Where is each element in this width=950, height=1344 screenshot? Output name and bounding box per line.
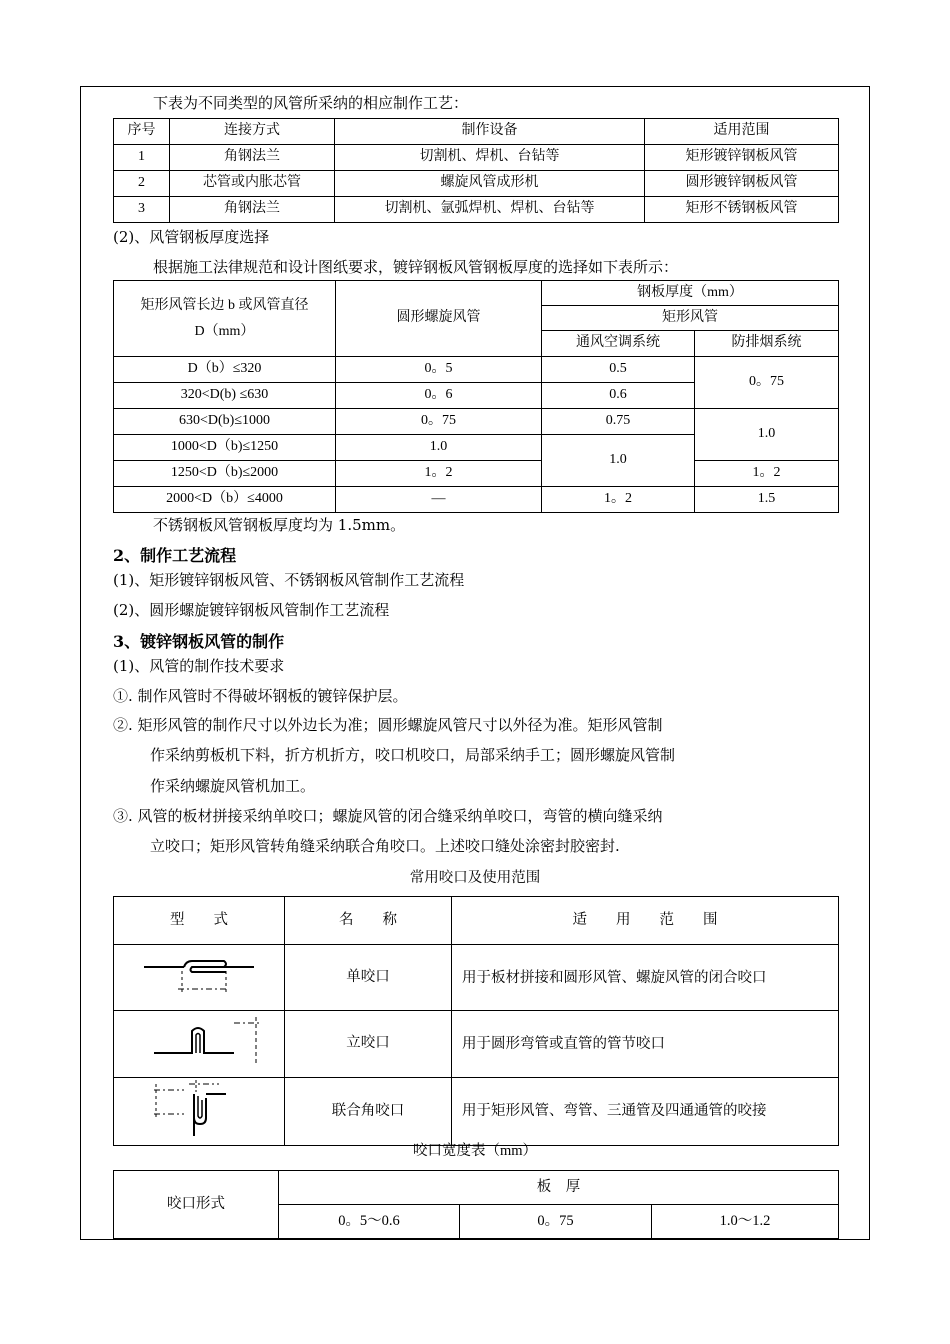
seam-table	[113, 896, 839, 1146]
cell: 角钢法兰	[170, 197, 335, 223]
th-use: 适 用 范 围	[452, 897, 839, 945]
list-item: ③. 风管的板材拼接采纳单咬口；螺旋风管的闭合缝采纳单咬口，弯管的横向缝采纳	[113, 807, 663, 825]
list-item-cont: 作采纳剪板机下料，折方机折方，咬口机咬口，局部采纳手工；圆形螺旋风管制	[150, 746, 676, 764]
cell: 矩形不锈钢板风管	[645, 197, 839, 223]
cell: 0.6	[542, 383, 695, 409]
th-smoke: 防排烟系统	[695, 331, 839, 357]
cell: 0。5～0.6	[279, 1205, 460, 1239]
cell: 320<D(b) ≤630	[114, 383, 336, 409]
cell: 1。2	[336, 461, 542, 487]
seam-use: 用于矩形风管、弯管、三通管及四通通管的咬接	[452, 1077, 839, 1145]
th-size-line2: D（mm）	[194, 323, 255, 339]
thickness-table	[113, 280, 839, 513]
th-seam-form: 咬口形式	[114, 1171, 279, 1239]
cell: 1.0～1.2	[652, 1205, 839, 1239]
cell: 0。75	[695, 357, 839, 409]
cell: 0.75	[542, 409, 695, 435]
process-table	[113, 118, 839, 223]
list-item: ①. 制作风管时不得破坏钢板的镀锌保护层。	[113, 687, 408, 705]
cell: 螺旋风管成形机	[335, 171, 645, 197]
para: (1)、矩形镀锌钢板风管、不锈钢板风管制作工艺流程	[113, 571, 465, 589]
cell: 3	[114, 197, 170, 223]
para: (1)、风管的制作技术要求	[113, 657, 285, 675]
cell: 2000<D（b）≤4000	[114, 487, 336, 513]
cell: 圆形镀锌钢板风管	[645, 171, 839, 197]
cell: 1.0	[542, 435, 695, 487]
cell: 1。2	[542, 487, 695, 513]
list-item-cont: 作采纳螺旋风管机加工。	[150, 777, 316, 795]
th-rect: 矩形风管	[542, 306, 839, 331]
corner-seam-icon	[134, 1078, 264, 1140]
cell: 630<D(b)≤1000	[114, 409, 336, 435]
standing-seam-icon	[134, 1011, 264, 1071]
cell: 0。5	[336, 357, 542, 383]
th-size-line1: 矩形风管长边 b 或风管直径	[140, 297, 309, 313]
th-form: 型 式	[114, 897, 285, 945]
table-caption: 咬口宽度表（mm）	[412, 1143, 538, 1159]
seam-use: 用于圆形弯管或直管的管节咬口	[452, 1011, 839, 1077]
cell: 芯管或内胀芯管	[170, 171, 335, 197]
single-seam-icon	[134, 945, 264, 1005]
cell: 切割机、氩弧焊机、焊机、台钻等	[335, 197, 645, 223]
th-index: 序号	[114, 119, 170, 145]
cell: 1	[114, 145, 170, 171]
cell: 1000<D（b)≤1250	[114, 435, 336, 461]
cell: 2	[114, 171, 170, 197]
cell: 0.5	[542, 357, 695, 383]
th-size	[114, 281, 336, 357]
seam-name: 立咬口	[285, 1011, 452, 1077]
list-item: ②. 矩形风管的制作尺寸以外边长为准；圆形螺旋风管尺寸以外径为准。矩形风管制	[113, 716, 663, 734]
cell: D（b）≤320	[114, 357, 336, 383]
para: (2)、圆形螺旋镀锌钢板风管制作工艺流程	[113, 601, 390, 619]
heading-3: 3、镀锌钢板风管的制作	[113, 632, 285, 651]
seam-name: 联合角咬口	[285, 1077, 452, 1145]
th-connection: 连接方式	[170, 119, 335, 145]
th-plate-thickness: 板 厚	[279, 1171, 839, 1205]
th-hvac: 通风空调系统	[542, 331, 695, 357]
cell: 1.0	[695, 409, 839, 461]
th-name: 名 称	[285, 897, 452, 945]
th-round: 圆形螺旋风管	[336, 281, 542, 357]
cell: 1.0	[336, 435, 542, 461]
seam-use: 用于板材拼接和圆形风管、螺旋风管的闭合咬口	[452, 945, 839, 1011]
cell: 角钢法兰	[170, 145, 335, 171]
cell: 1。2	[695, 461, 839, 487]
th-equipment: 制作设备	[335, 119, 645, 145]
single-seam-drawing	[114, 945, 285, 1011]
stainless-note: 不锈钢板风管钢板厚度均为 1.5mm。	[153, 516, 406, 534]
intro-text: 下表为不同类型的风管所采纳的相应制作工艺：	[153, 94, 469, 112]
cell: 0。6	[336, 383, 542, 409]
cell: 矩形镀锌钢板风管	[645, 145, 839, 171]
section-intro: 根据施工法律规范和设计图纸要求，镀锌钢板风管钢板厚度的选择如下表所示：	[153, 258, 679, 276]
corner-seam-drawing	[114, 1077, 285, 1145]
section-heading: (2)、风管钢板厚度选择	[113, 228, 270, 246]
cell: 1.5	[695, 487, 839, 513]
cell: 0。75	[336, 409, 542, 435]
standing-seam-drawing	[114, 1011, 285, 1077]
list-item-cont: 立咬口；矩形风管转角缝采纳联合角咬口。上述咬口缝处涂密封胶密封.	[150, 837, 620, 855]
cell: 0。75	[460, 1205, 652, 1239]
cell: —	[336, 487, 542, 513]
seam-width-table	[113, 1170, 839, 1239]
cell: 1250<D（b)≤2000	[114, 461, 336, 487]
cell: 切割机、焊机、台钻等	[335, 145, 645, 171]
seam-name: 单咬口	[285, 945, 452, 1011]
table-caption: 常用咬口及使用范围	[409, 870, 541, 886]
th-thickness: 钢板厚度（mm）	[542, 281, 839, 306]
th-scope: 适用范围	[645, 119, 839, 145]
heading-2: 2、制作工艺流程	[113, 546, 237, 565]
